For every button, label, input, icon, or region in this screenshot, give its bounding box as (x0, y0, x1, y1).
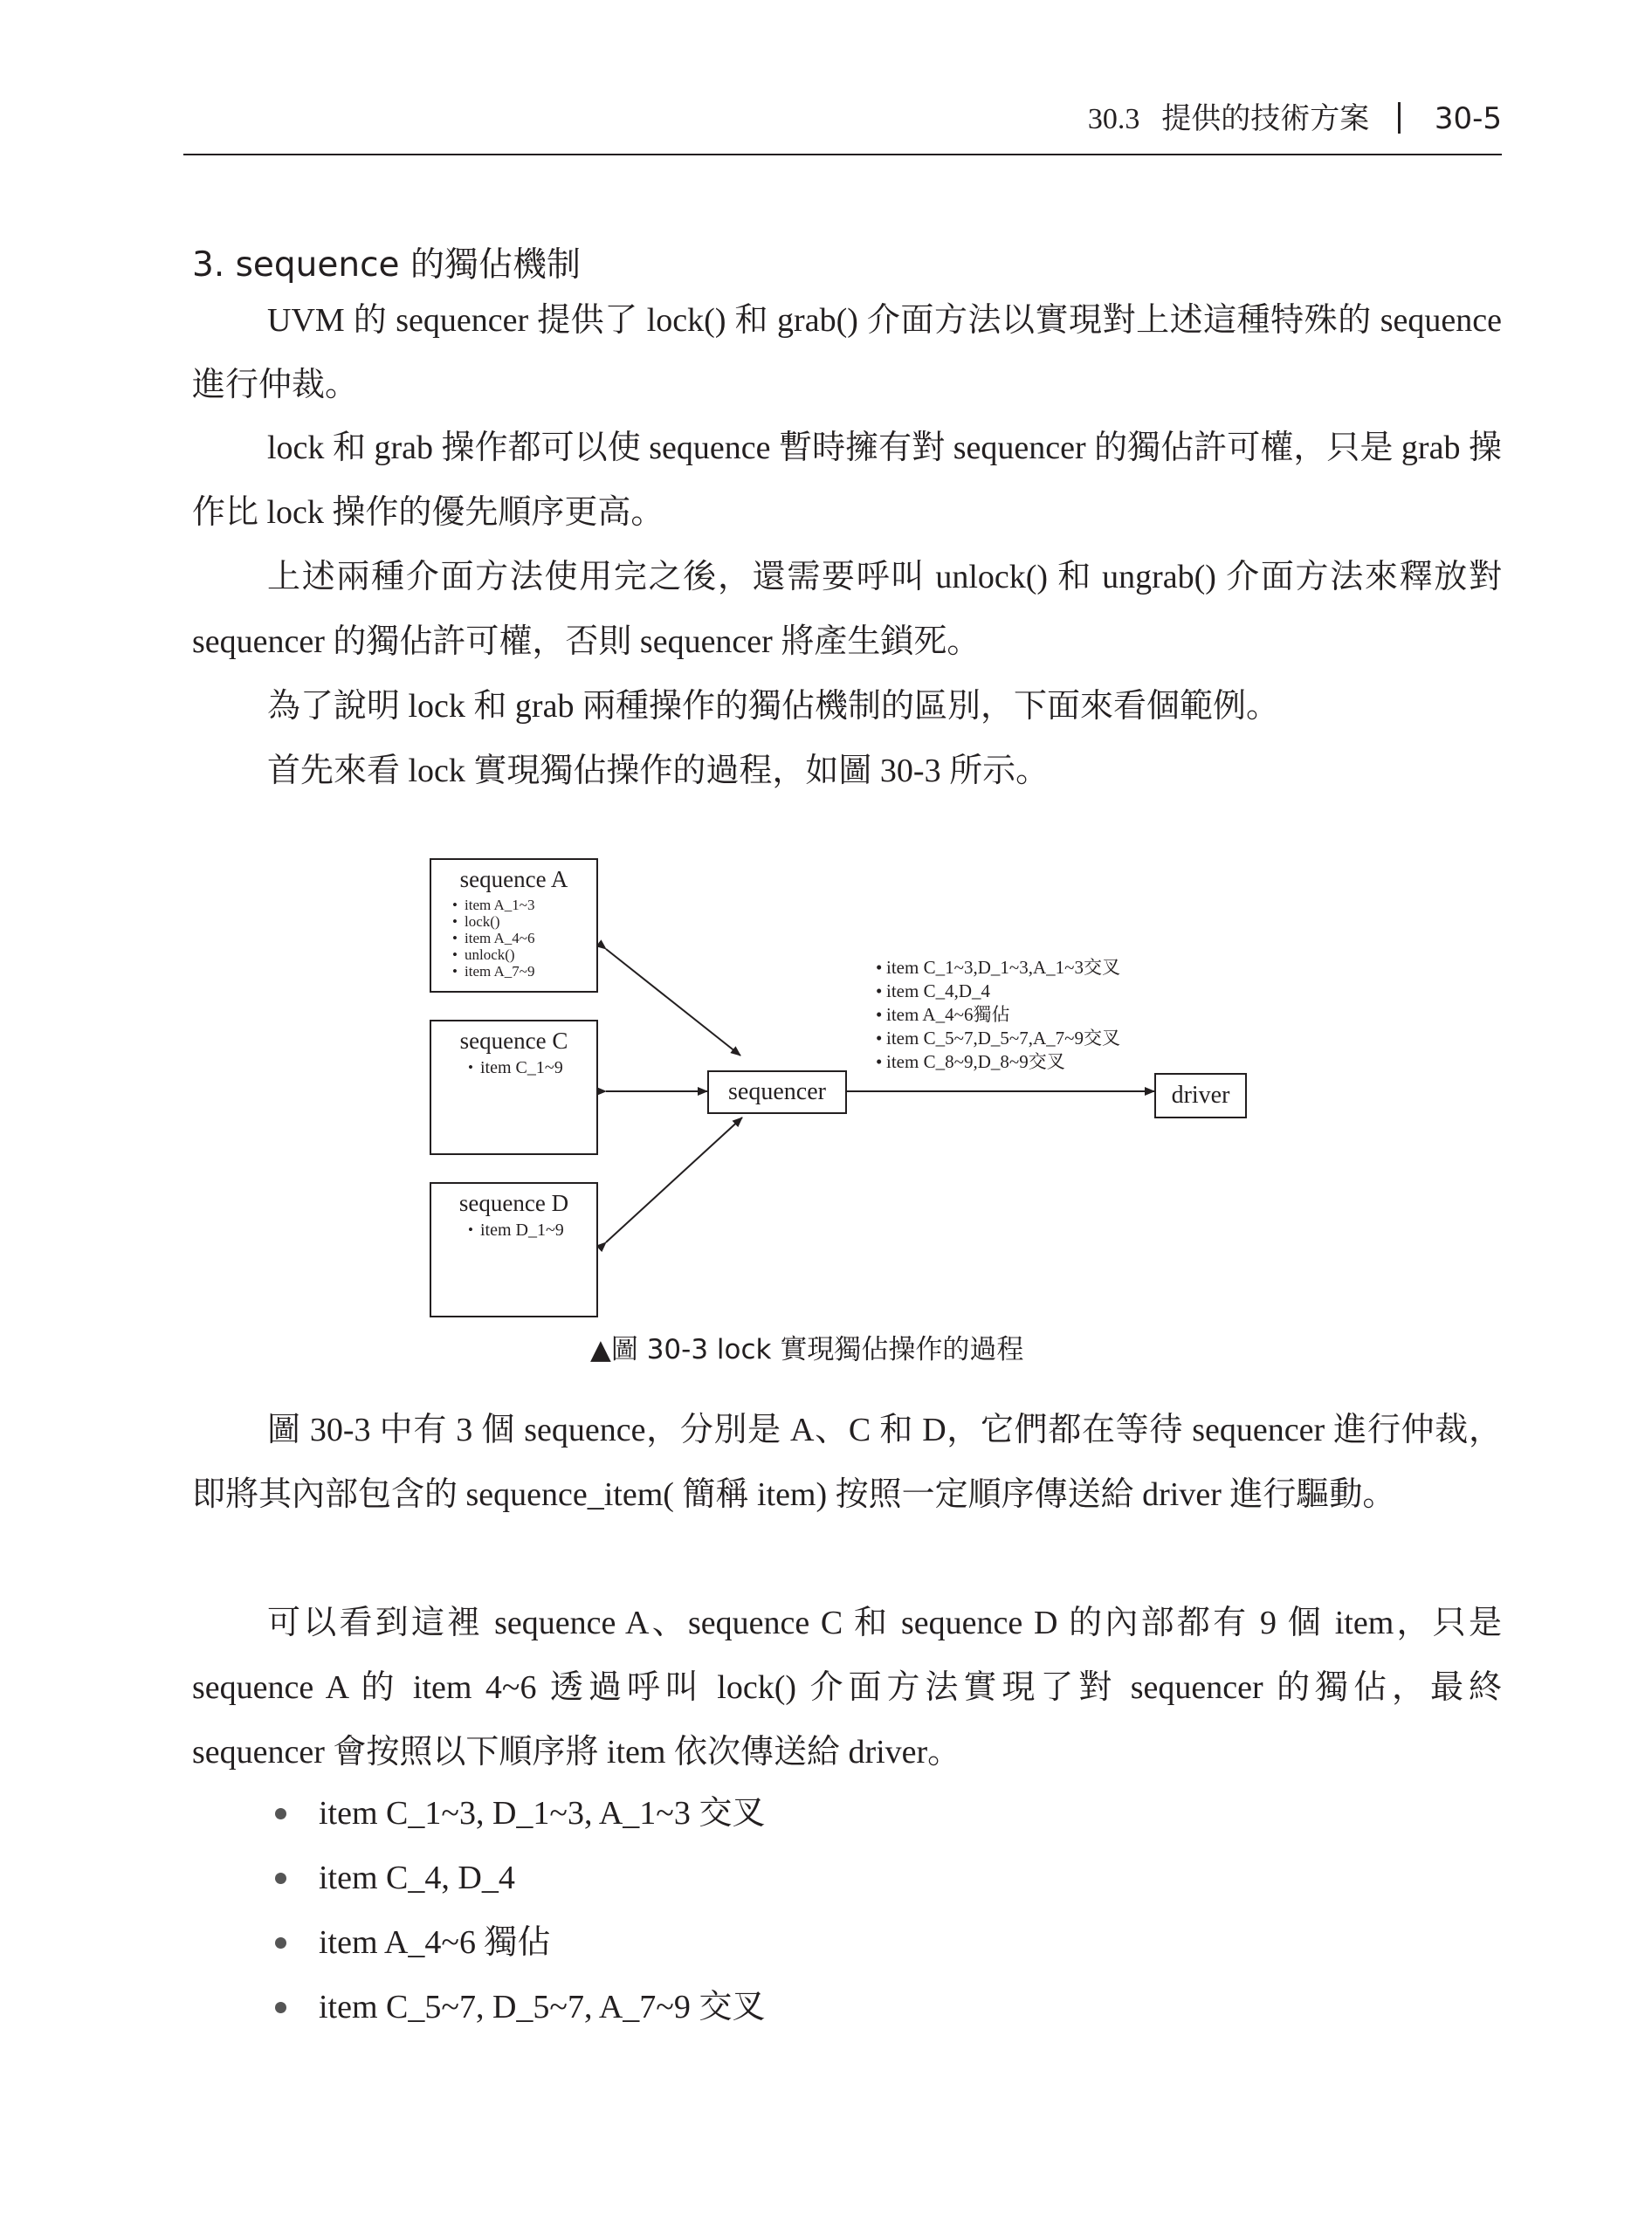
item-order-list (266, 1781, 765, 2039)
bullet-icon (275, 2002, 286, 2013)
sequence-c-box (430, 1020, 598, 1155)
header-section-title: 提供的技術方案 (1161, 101, 1370, 136)
flow-item: • item C_8~9,D_8~9交叉 (876, 1050, 1120, 1074)
header-page-number: 30-5 (1434, 101, 1502, 136)
sequence-a-item: • item A_7~9 (454, 963, 596, 980)
flow-item: • item C_5~7,D_5~7,A_7~9交叉 (876, 1027, 1120, 1050)
header-section-number: 30.3 (1087, 103, 1140, 135)
paragraph-1: UVM 的 sequencer 提供了 lock() 和 grab() 介面方法以實現對上述這種特殊的 sequence 進行仲裁。 (192, 302, 1502, 403)
sequence-a-title: sequence A (459, 866, 568, 892)
sequence-a-items (431, 897, 596, 980)
sequence-a-item: • item A_4~6 (454, 930, 596, 946)
driver-box (1154, 1073, 1247, 1118)
bullet-icon (275, 1873, 286, 1884)
header-text (1088, 94, 1502, 137)
sequence-c-title: sequence C (459, 1028, 568, 1054)
sequence-d-items (431, 1221, 596, 1240)
list-item (266, 1910, 765, 1975)
sequence-d-item: • item D_1~9 (470, 1221, 596, 1240)
sequence-a-item: • lock() (454, 913, 596, 930)
arrow-seq-d-sequencer (606, 1118, 742, 1242)
list-item-text: item C_5~7, D_5~7, A_7~9 交叉 (319, 1989, 766, 2025)
flow-item: • item C_4,D_4 (876, 980, 1120, 1003)
list-item (266, 1781, 765, 1846)
figure-30-3 (428, 851, 1266, 1340)
paragraph-2: lock 和 grab 操作都可以使 sequence 暫時擁有對 sequencer 的獨佔許可權，只是 grab 操作比 lock 操作的優先順序更高。 (192, 430, 1502, 531)
sequencer-box (707, 1070, 847, 1114)
flow-item: • item C_1~3,D_1~3,A_1~3交叉 (876, 956, 1120, 980)
flow-items-list (876, 956, 1120, 1074)
sequence-a-item: • unlock() (454, 946, 596, 963)
sequence-c-item: • item C_1~9 (470, 1058, 596, 1077)
list-item (266, 1975, 765, 2039)
list-item-text: item C_4, D_4 (319, 1860, 515, 1896)
figure-caption: ▲圖 30-3 lock 實現獨佔操作的過程 (590, 1334, 1024, 1365)
paragraph-4: 為了說明 lock 和 grab 兩種操作的獨佔機制的區別，下面來看個範例。 (267, 688, 1279, 725)
list-item-text: item C_1~3, D_1~3, A_1~3 交叉 (319, 1795, 766, 1832)
paragraph-7: 可以看到這裡 sequence A、sequence C 和 sequence D 的內部都有 9 個 item，只是 sequence A 的 item 4~6 透過呼叫 lock() 介面方法實現了對 sequencer 的獨佔，最終 sequencer 會按照以下順序將 item 依次傳送給 driver。 (192, 1605, 1502, 1771)
flow-item: • item A_4~6獨佔 (876, 1003, 1120, 1027)
bullet-icon (275, 1808, 286, 1819)
sequence-d-title: sequence D (458, 1190, 569, 1216)
driver-label: driver (1171, 1082, 1230, 1109)
header-separator (1398, 102, 1401, 134)
running-header (183, 84, 1502, 155)
paragraph-5: 首先來看 lock 實現獨佔操作的過程，如圖 30-3 所示。 (267, 753, 1050, 789)
sequence-a-box (430, 858, 598, 993)
paragraph-6: 圖 30-3 中有 3 個 sequence，分別是 A、C 和 D，它們都在等待 sequencer 進行仲裁，即將其內部包含的 sequence_item( 簡稱 item) 按照一定順序傳送給 driver 進行驅動。 (192, 1412, 1502, 1513)
sequence-d-box (430, 1182, 598, 1317)
list-item (266, 1846, 765, 1910)
sequence-a-item: • item A_1~3 (454, 897, 596, 913)
sequence-c-items (431, 1058, 596, 1077)
bullet-icon (275, 1937, 286, 1949)
section-title: 3. sequence 的獨佔機制 (192, 245, 581, 285)
arrow-seq-a-sequencer (606, 949, 740, 1056)
paragraph-3: 上述兩種介面方法使用完之後，還需要呼叫 unlock() 和 ungrab() 介面方法來釋放對 sequencer 的獨佔許可權，否則 sequencer 將產生鎖死。 (192, 559, 1502, 660)
sequencer-label: sequencer (728, 1078, 826, 1105)
list-item-text: item A_4~6 獨佔 (319, 1924, 551, 1961)
